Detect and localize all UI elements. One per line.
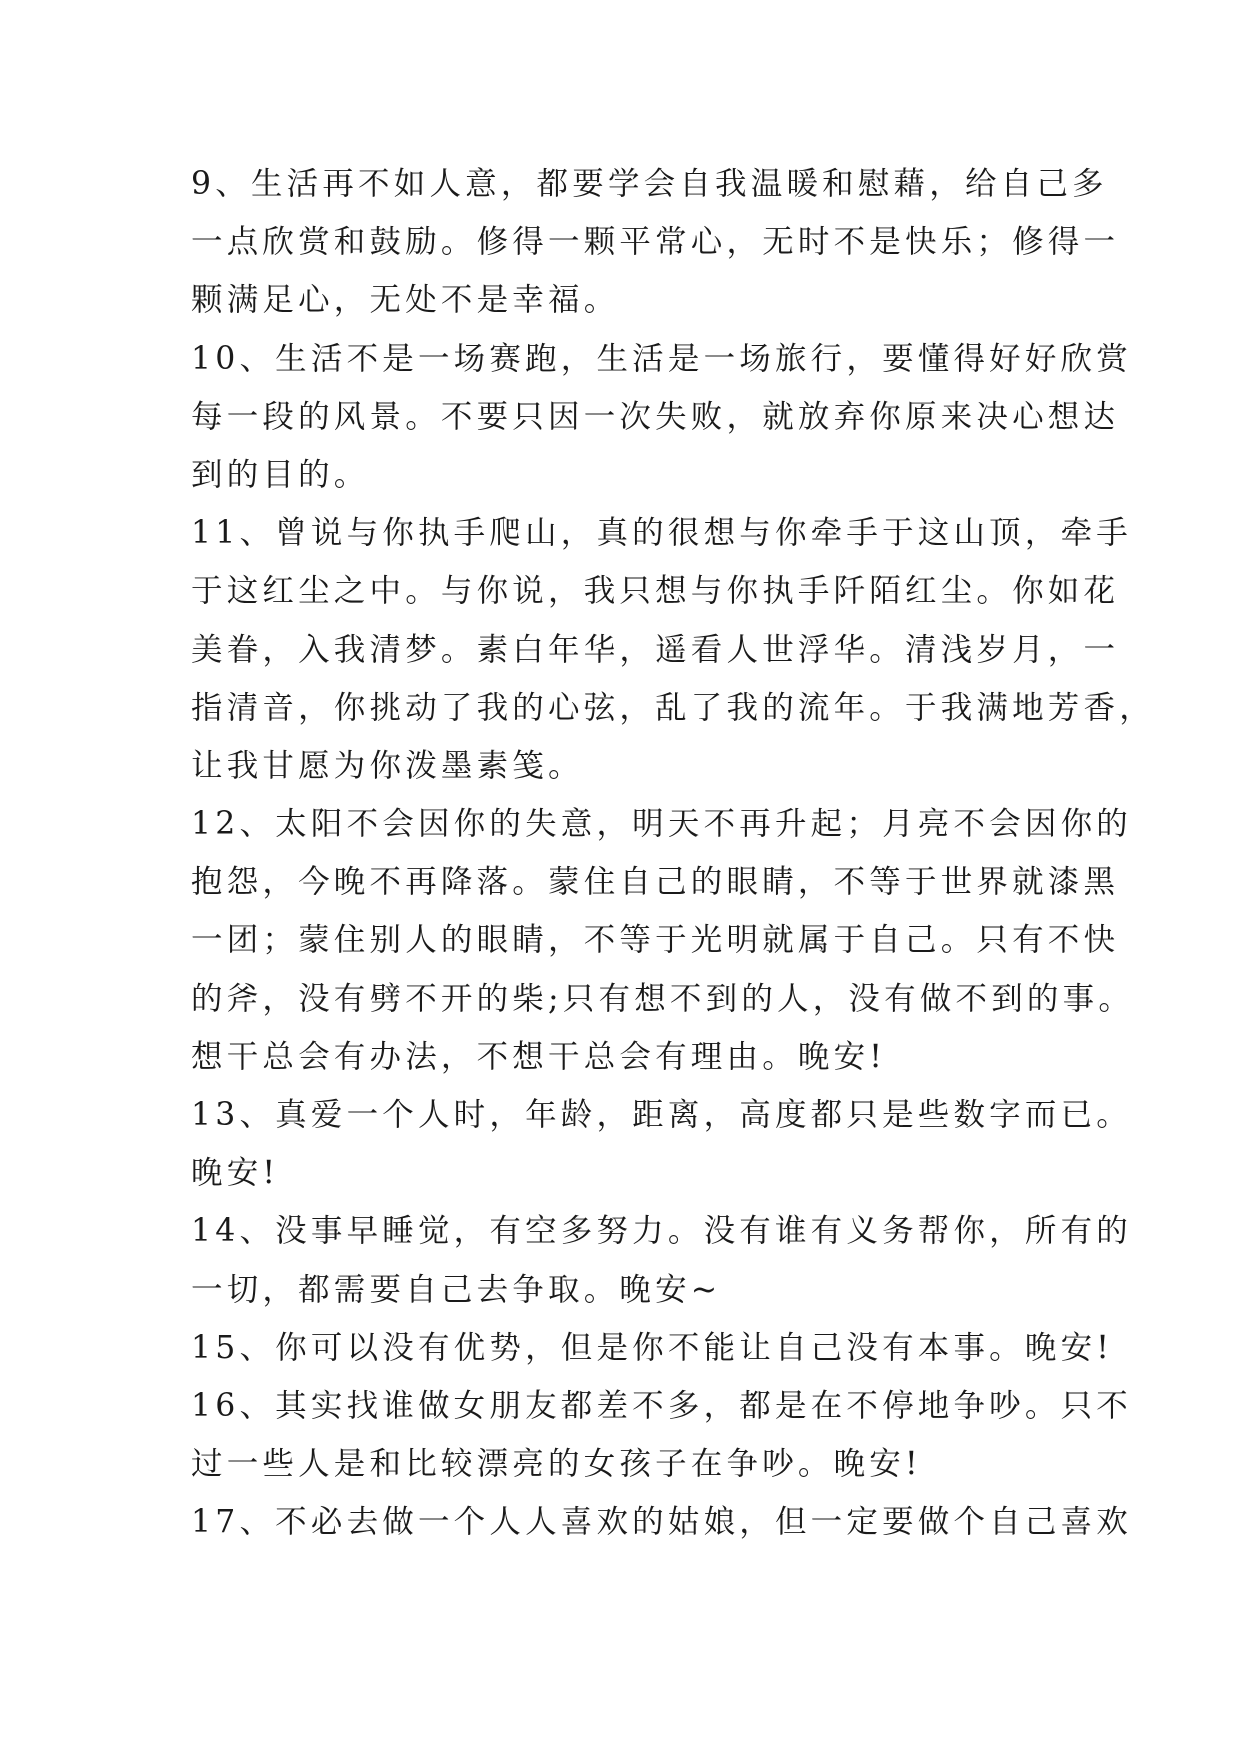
text-line: 让我甘愿为你泼墨素笺。 xyxy=(191,747,584,784)
text-line: 一团；蒙住别人的眼睛，不等于光明就属于自己。只有不快 xyxy=(191,922,1120,959)
text-line: 每一段的风景。不要只因一次失败，就放弃你原来决心想达 xyxy=(191,398,1120,435)
text-line: 15、你可以没有优势，但是你不能让自己没有本事。晚安! xyxy=(191,1329,1114,1366)
text-line: 16、其实找谁做女朋友都差不多，都是在不停地争吵。只不 xyxy=(191,1387,1132,1424)
text-line: 12、太阳不会因你的失意，明天不再升起；月亮不会因你的 xyxy=(191,806,1132,843)
text-line: 9、生活再不如人意，都要学会自我温暖和慰藉，给自己多 xyxy=(191,166,1108,202)
text-line: 于这红尘之中。与你说，我只想与你执手阡陌红尘。你如花 xyxy=(191,573,1120,610)
text-line: 14、没事早睡觉，有空多努力。没有谁有义务帮你，所有的 xyxy=(191,1213,1132,1250)
text-line: 11、曾说与你执手爬山，真的很想与你牵手于这山顶，牵手 xyxy=(191,515,1132,552)
text-line: 想干总会有办法，不想干总会有理由。晚安! xyxy=(191,1038,887,1075)
document-body xyxy=(191,155,1155,1552)
text-line: 一切，都需要自己去争取。晚安~ xyxy=(191,1271,722,1308)
text-line: 10、生活不是一场赛跑，生活是一场旅行，要懂得好好欣赏 xyxy=(191,340,1132,377)
text-line: 指清音，你挑动了我的心弦，乱了我的流年。于我满地芳香， xyxy=(191,689,1155,726)
text-line: 过一些人是和比较漂亮的女孩子在争吵。晚安! xyxy=(191,1446,922,1483)
text-line: 到的目的。 xyxy=(191,456,370,493)
text-line: 美眷，入我清梦。素白年华，遥看人世浮华。清浅岁月，一 xyxy=(191,631,1120,668)
text-line: 晚安! xyxy=(191,1155,280,1192)
text-line: 17、不必去做一个人人喜欢的姑娘，但一定要做个自己喜欢 xyxy=(191,1504,1132,1541)
text-line: 颗满足心，无处不是幸福。 xyxy=(191,282,620,319)
text-line: 一点欣赏和鼓励。修得一颗平常心，无时不是快乐；修得一 xyxy=(191,224,1120,261)
text-line: 13、真爱一个人时，年龄，距离，高度都只是些数字而已。 xyxy=(191,1097,1132,1133)
text-line: 的斧，没有劈不开的柴;只有想不到的人，没有做不到的事。 xyxy=(191,980,1135,1017)
text-line: 抱怨，今晚不再降落。蒙住自己的眼睛，不等于世界就漆黑 xyxy=(191,864,1120,901)
